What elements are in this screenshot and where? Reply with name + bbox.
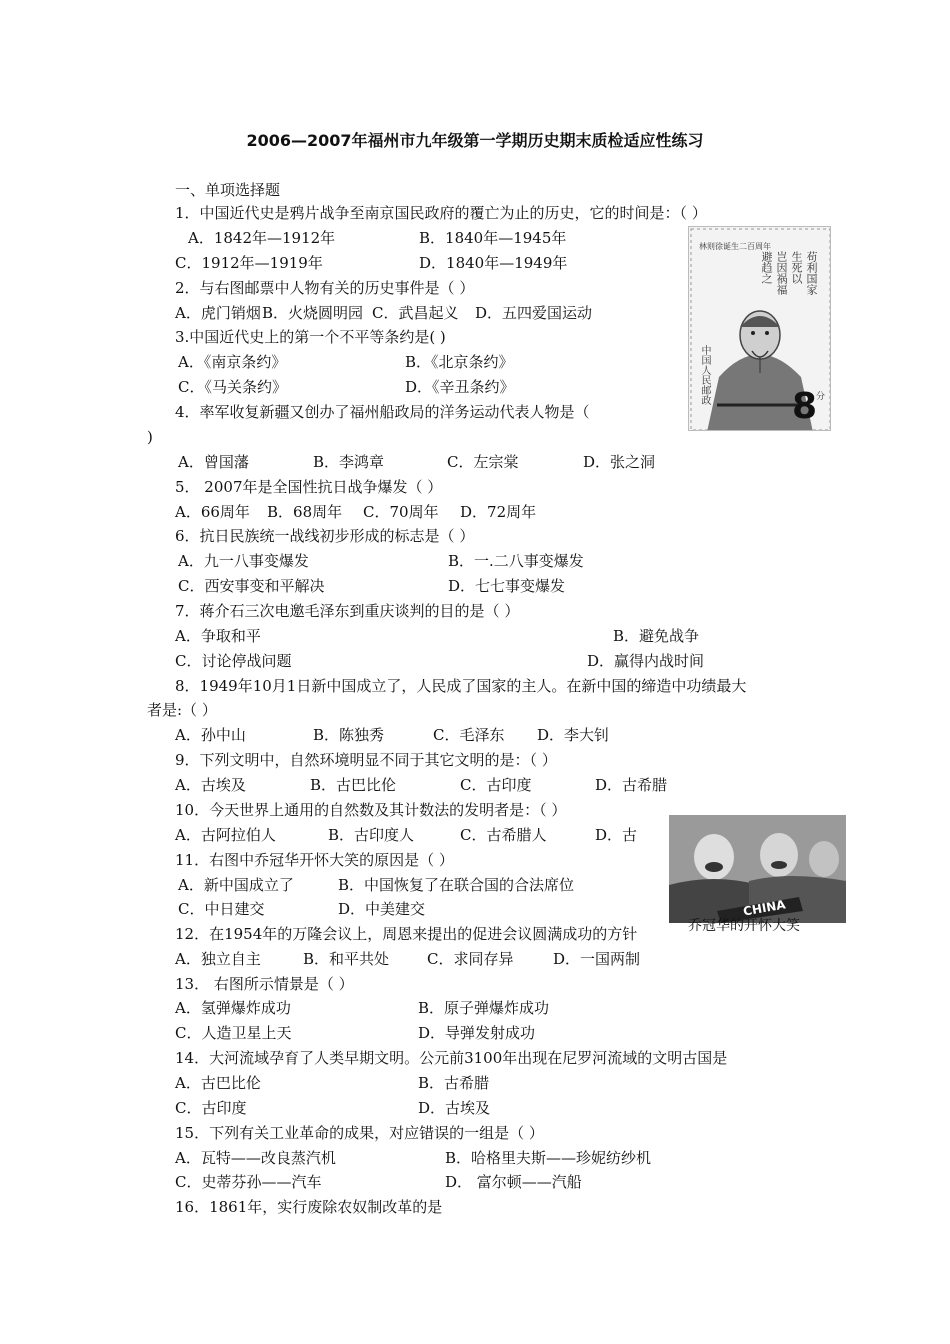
- option-text: D．一国两制: [553, 950, 641, 968]
- question-text: 5． 2007年是全国性抗日战争爆发（ ）: [175, 478, 443, 496]
- option-text: B．李鸿章: [313, 453, 385, 471]
- option-text: A．《南京条约》: [178, 353, 287, 371]
- option-text: D．古希腊: [595, 776, 668, 794]
- option-text: D．1840年—1949年: [419, 254, 568, 272]
- option-text: B．哈格里夫斯——珍妮纺纱机: [445, 1149, 652, 1167]
- option-text: D．李大钊: [537, 726, 610, 744]
- stamp-value: 8: [792, 386, 818, 427]
- option-text: A．九一八事变爆发: [178, 552, 309, 570]
- stamp-issuer: 中国人民邮政: [699, 345, 710, 405]
- photo-caption: 乔冠华的开怀大笑: [688, 918, 800, 934]
- question-text: 11．右图中乔冠华开怀大笑的原因是（ ）: [175, 851, 454, 869]
- question-text: 者是:（ ）: [147, 701, 217, 719]
- document-title: 2006—2007年福州市九年级第一学期历史期末质检适应性练习: [246, 131, 704, 150]
- question-text: 15．下列有关工业革命的成果，对应错误的一组是（ ）: [175, 1124, 544, 1142]
- option-text: D．古埃及: [418, 1099, 491, 1117]
- option-text: B．火烧圆明园: [262, 304, 364, 322]
- question-text: 4．率军收复新疆又创办了福州船政局的洋务运动代表人物是（: [175, 403, 590, 421]
- option-text: D．72周年: [460, 503, 537, 521]
- option-text: C．古希腊人: [460, 826, 547, 844]
- stamp-image: [688, 226, 831, 431]
- option-text: A．氢弹爆炸成功: [175, 999, 291, 1017]
- option-text: C．人造卫星上天: [175, 1024, 292, 1042]
- question-text: 12．在1954年的万隆会议上，周恩来提出的促进会议圆满成功的方针: [175, 925, 638, 943]
- question-text: 2．与右图邮票中人物有关的历史事件是（ ）: [175, 279, 475, 297]
- question-text: 7．蒋介石三次电邀毛泽东到重庆谈判的目的是（ ）: [175, 602, 520, 620]
- question-text: 3.中国近代史上的第一个不平等条约是( ): [175, 328, 446, 346]
- question-text: 1．中国近代史是鸦片战争至南京国民政府的覆亡为止的历史，它的时间是：（ ）: [175, 204, 707, 222]
- option-text: C．1912年—1919年: [175, 254, 323, 272]
- option-text: B．中国恢复了在联合国的合法席位: [338, 876, 575, 894]
- option-text: B．古印度人: [328, 826, 415, 844]
- question-text: 8．1949年10月1日新中国成立了，人民成了国家的主人。在新中国的缔造中功绩最大: [175, 677, 747, 695]
- option-text: C．《马关条约》: [178, 378, 287, 396]
- stamp-header-text: 林则徐诞生二百周年: [699, 242, 771, 251]
- section-heading: 一、单项选择题: [175, 181, 281, 199]
- option-text: D．中美建交: [338, 900, 426, 918]
- option-text: C．左宗棠: [447, 453, 519, 471]
- option-text: A．新中国成立了: [178, 876, 294, 894]
- option-text: B．《北京条约》: [405, 353, 514, 371]
- option-text: B．古巴比伦: [310, 776, 397, 794]
- option-text: B．一.二八事变爆发: [448, 552, 584, 570]
- option-text: D．七七事变爆发: [448, 577, 566, 595]
- question-text: 9．下列文明中，自然环境明显不同于其它文明的是：（ ）: [175, 751, 557, 769]
- option-text: A．古埃及: [175, 776, 246, 794]
- option-text: A．曾国藩: [178, 453, 249, 471]
- option-text: A．1842年—1912年: [188, 229, 336, 247]
- option-text: A．争取和平: [175, 627, 261, 645]
- option-text: B．陈独秀: [313, 726, 385, 744]
- option-text: B．古希腊: [418, 1074, 490, 1092]
- option-text: C．中日建交: [178, 900, 265, 918]
- stamp-inscription-2: 生死以: [790, 251, 803, 284]
- stamp-inscription-3: 岂因祸福: [775, 251, 788, 295]
- option-text: C．毛泽东: [433, 726, 505, 744]
- option-text: A．独立自主: [175, 950, 261, 968]
- option-text: D．赢得内战时间: [587, 652, 705, 670]
- option-text: D．导弹发射成功: [418, 1024, 536, 1042]
- option-text: A．虎门销烟: [175, 304, 261, 322]
- option-text: B．避免战争: [613, 627, 700, 645]
- option-text: C．西安事变和平解决: [178, 577, 325, 595]
- option-text: A．古巴比伦: [175, 1074, 261, 1092]
- option-text: C．古印度: [460, 776, 532, 794]
- option-text: B．和平共处: [303, 950, 390, 968]
- stamp-unit: 分: [816, 392, 826, 402]
- photo-image: [669, 815, 846, 923]
- question-text: ): [147, 428, 153, 446]
- option-text: D．五四爱国运动: [475, 304, 593, 322]
- option-text: C．武昌起义: [372, 304, 459, 322]
- option-text: B．原子弹爆炸成功: [418, 999, 550, 1017]
- option-text: B．68周年: [267, 503, 343, 521]
- stamp-inscription-1: 苟利国家: [805, 251, 818, 295]
- question-text: 6．抗日民族统一战线初步形成的标志是（ ）: [175, 527, 475, 545]
- option-text: D． 富尔顿——汽船: [445, 1173, 582, 1191]
- option-text: D．《辛丑条约》: [405, 378, 515, 396]
- option-text: D．张之洞: [583, 453, 656, 471]
- question-text: 14．大河流域孕育了人类早期文明。公元前3100年出现在尼罗河流域的文明古国是: [175, 1049, 728, 1067]
- option-text: A．瓦特——改良蒸汽机: [175, 1149, 336, 1167]
- option-text: B．1840年—1945年: [419, 229, 567, 247]
- stamp-inscription-4: 避趋之: [760, 251, 773, 284]
- question-text: 10．今天世界上通用的自然数及其计数法的发明者是：（ ）: [175, 801, 567, 819]
- option-text: C．古印度: [175, 1099, 247, 1117]
- option-text: C．史蒂芬孙——汽车: [175, 1173, 322, 1191]
- option-text: A．孙中山: [175, 726, 246, 744]
- china-nameplate: CHINA: [742, 897, 787, 919]
- question-text: 16．1861年，实行废除农奴制改革的是: [175, 1198, 443, 1216]
- option-text: C．求同存异: [427, 950, 514, 968]
- question-text: 13． 右图所示情景是（ ）: [175, 975, 354, 993]
- option-text: C．讨论停战问题: [175, 652, 292, 670]
- option-text: C．70周年: [363, 503, 439, 521]
- option-text: A．66周年: [175, 503, 250, 521]
- option-text: A．古阿拉伯人: [175, 826, 276, 844]
- option-text: D．古: [595, 826, 638, 844]
